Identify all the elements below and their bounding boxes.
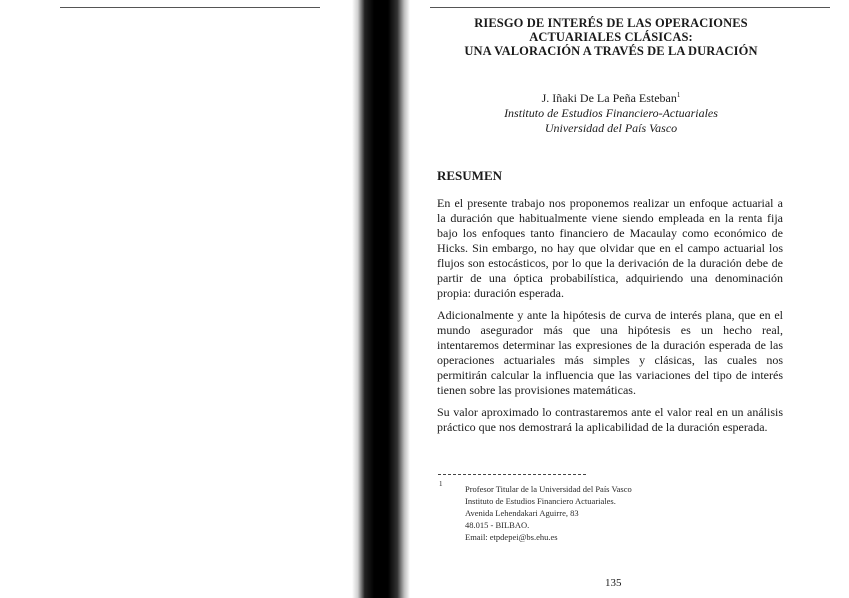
footnote-divider [438, 474, 586, 475]
document-page [436, 0, 786, 598]
page-number: 135 [605, 577, 622, 589]
footnote [465, 483, 632, 543]
title-line: ACTUARIALES CLÁSICAS: [529, 30, 693, 44]
author-name: J. Iñaki De La Peña Esteban [541, 91, 677, 105]
title-line: RIESGO DE INTERÉS DE LAS OPERACIONES [474, 16, 748, 30]
book-gutter-shadow [352, 0, 410, 598]
footnote-email: Email: etpdepei@bs.ehu.es [465, 532, 558, 542]
footnote-mark: 1 [439, 480, 443, 488]
footnote-line: Instituto de Estudios Financiero Actuariales. [465, 496, 616, 506]
scan-edge-line-left [60, 7, 320, 8]
paper-title [436, 16, 786, 58]
facing-page-blank [0, 0, 356, 598]
abstract-paragraph: Adicionalmente y ante la hipótesis de curva de interés plana, que en el mundo asegurador más que una hipótesis es un hecho real, intentaremos determinar las expresiones de la duración esperada de las operaciones actuariales más simples y clásicas, las cuales nos permitirán calcular la influencia que las variaciones del tipo de interés tienen sobre las provisiones matemáticas. [437, 308, 783, 397]
author-institute: Instituto de Estudios Financiero-Actuariales [504, 106, 718, 120]
footnote-line: 48.015 - BILBAO. [465, 520, 530, 530]
footnote-line: Profesor Titular de la Universidad del País Vasco [465, 484, 632, 494]
abstract-paragraph: Su valor aproximado lo contrastaremos ante el valor real en un análisis práctico que nos demostrará la aplicabilidad de la duración esperada. [437, 405, 783, 434]
author-university: Universidad del País Vasco [544, 121, 678, 135]
title-line: UNA VALORACIÓN A TRAVÉS DE LA DURACIÓN [464, 44, 758, 58]
section-heading: RESUMEN [437, 168, 503, 183]
author-footnote-mark: 1 [676, 91, 681, 99]
abstract-paragraph: En el presente trabajo nos proponemos realizar un enfoque actuarial a la duración que habitualmente viene siendo empleada en la renta fija bajo los enfoques tanto financiero de Macaulay como económico de Hicks. Sin embargo, no hay que olvidar que en el campo actuarial los flujos son estocásticos, por lo que la derivación de la duración debe de partir de una óptica probabilística, adquiriendo una denominación propia: duración esperada. [437, 196, 783, 300]
author-block [436, 88, 786, 136]
footnote-line: Avenida Lehendakari Aguirre, 83 [465, 508, 579, 518]
